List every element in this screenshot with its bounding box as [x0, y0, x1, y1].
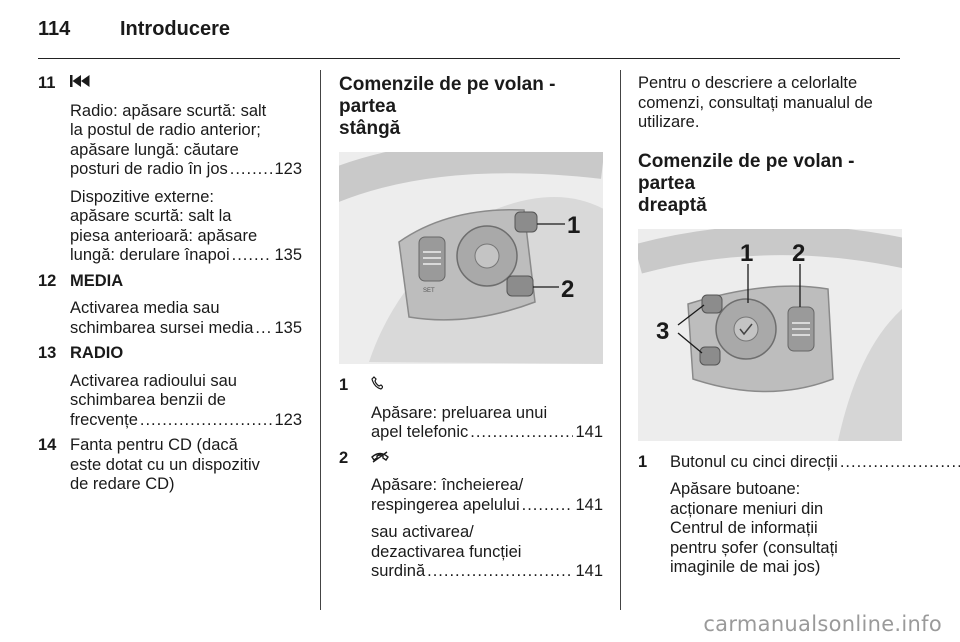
text-line: surdină [371, 562, 426, 580]
item-2-head [339, 449, 603, 469]
heading-line: Comenzile de pe volan - partea [638, 150, 855, 194]
figure-left-steering-controls [339, 152, 603, 364]
page-ref-number: 135 [274, 246, 302, 264]
page-reference [670, 453, 960, 473]
item-1-body [670, 480, 902, 578]
page-ref-number: 141 [575, 423, 603, 441]
figure-callout-2: 2 [792, 239, 806, 267]
page-ref-number: 135 [274, 318, 302, 337]
text-line: Apăsare butoane: [670, 480, 801, 498]
column-left [38, 74, 302, 495]
figure-right-steering-controls [638, 229, 902, 441]
item-11-radio-entry [70, 102, 302, 180]
steering-wheel-left-illustration [339, 152, 603, 364]
page-title: Introducere [120, 18, 231, 40]
text-line: de redare CD) [70, 475, 175, 493]
text-line: Dispozitive externe: [70, 187, 214, 206]
page-reference [371, 423, 603, 443]
column-divider-1 [320, 70, 321, 610]
page-reference [70, 411, 302, 431]
text-line: Radio: apăsare scurtă: salt [70, 101, 267, 120]
text-line: schimbarea benzii de [70, 391, 226, 409]
item-11-external-entry [70, 188, 302, 266]
column-divider-2 [620, 70, 621, 610]
text-line: lungă: derulare înapoi [70, 246, 230, 264]
intro-paragraph [638, 74, 902, 133]
text-line: este dotat cu un dispozitiv [70, 455, 260, 474]
item-number: 1 [638, 452, 648, 471]
text-line: respingerea apelului [371, 495, 520, 514]
heading-line: dreaptă [638, 194, 707, 216]
page-ref-number: 123 [274, 410, 302, 429]
svg-text:SET: SET [423, 288, 435, 294]
item-1-head [638, 453, 902, 473]
text-line: la postul de radio anterior; [70, 121, 261, 139]
text-line: Fanta pentru CD (dacă [70, 436, 238, 454]
text-line: comenzi, consultați manualul de [638, 93, 873, 112]
text-line: sau activarea/ [371, 523, 474, 541]
item-number: 11 [38, 74, 56, 92]
item-13-head [38, 344, 302, 364]
item-number: 14 [38, 436, 57, 454]
watermark: carmanualsonline.info [703, 612, 942, 636]
page-header [38, 18, 230, 41]
text-line: pentru șofer (consultați [670, 538, 838, 557]
page-reference [70, 246, 302, 266]
text-line: Pentru o descriere a celorlalte [638, 74, 858, 92]
column-middle [339, 74, 603, 588]
item-number: 2 [339, 448, 349, 467]
page-reference [371, 562, 603, 582]
item-number: 1 [339, 376, 349, 394]
text-line: Apăsare: încheierea/ [371, 476, 524, 494]
figure-callout-2: 2 [561, 276, 575, 303]
text-line: utilizare. [638, 113, 700, 131]
section-heading-left-controls [339, 74, 603, 140]
page-reference [70, 160, 302, 180]
page-ref-number: 141 [575, 562, 603, 580]
page-number: 114 [38, 18, 71, 40]
item-2-body [371, 476, 603, 582]
text-line: piesa anterioară: apăsare [70, 226, 258, 245]
page-reference [70, 319, 302, 339]
heading-line: Comenzile de pe volan - partea [339, 74, 556, 117]
text-line: posturi de radio în jos [70, 160, 228, 178]
item-1-head [339, 376, 603, 396]
item-number: 13 [38, 344, 57, 362]
page-ref-number: 141 [575, 495, 603, 514]
text-line: imaginile de mai jos) [670, 558, 821, 576]
item-14 [38, 436, 302, 495]
text-line: acționare meniuri din [670, 499, 824, 518]
hang-up-icon [371, 449, 389, 469]
phone-icon [371, 376, 383, 396]
item-11-body [70, 102, 302, 266]
figure-callout-1: 1 [740, 239, 754, 267]
text-line: Centrul de informații [670, 519, 818, 537]
item-11-head [38, 74, 302, 94]
text-line: Apăsare: preluarea unui [371, 403, 548, 422]
item-2-entry-2 [371, 523, 603, 582]
text-line: schimbarea sursei media [70, 318, 254, 337]
item-1-body [371, 404, 603, 443]
item-2-entry-1 [371, 476, 603, 515]
item-13-body [70, 372, 302, 431]
text-line: apăsare lungă: căutare [70, 140, 239, 159]
text-line: frecvențe [70, 410, 138, 429]
column-right [638, 74, 902, 578]
item-title: RADIO [70, 344, 124, 362]
text-line: Butonul cu cinci direcții [670, 452, 838, 471]
item-number: 12 [38, 271, 57, 290]
page-reference [371, 496, 603, 516]
item-title: MEDIA [70, 271, 124, 290]
text-line: apăsare scurtă: salt la [70, 207, 232, 225]
item-12-head [38, 272, 302, 292]
section-heading-right-controls [638, 151, 902, 217]
text-line: dezactivarea funcției [371, 542, 522, 561]
figure-callout-1: 1 [567, 212, 581, 239]
heading-line: stângă [339, 118, 401, 139]
figure-callout-3: 3 [656, 317, 670, 345]
text-line: apel telefonic [371, 423, 469, 441]
item-12-body [70, 299, 302, 338]
page-ref-number: 123 [274, 160, 302, 178]
previous-track-icon [70, 74, 302, 94]
text-line: Activarea media sau [70, 299, 220, 317]
header-rule [38, 58, 900, 59]
steering-wheel-right-illustration [638, 229, 902, 441]
text-line: Activarea radioului sau [70, 371, 237, 390]
